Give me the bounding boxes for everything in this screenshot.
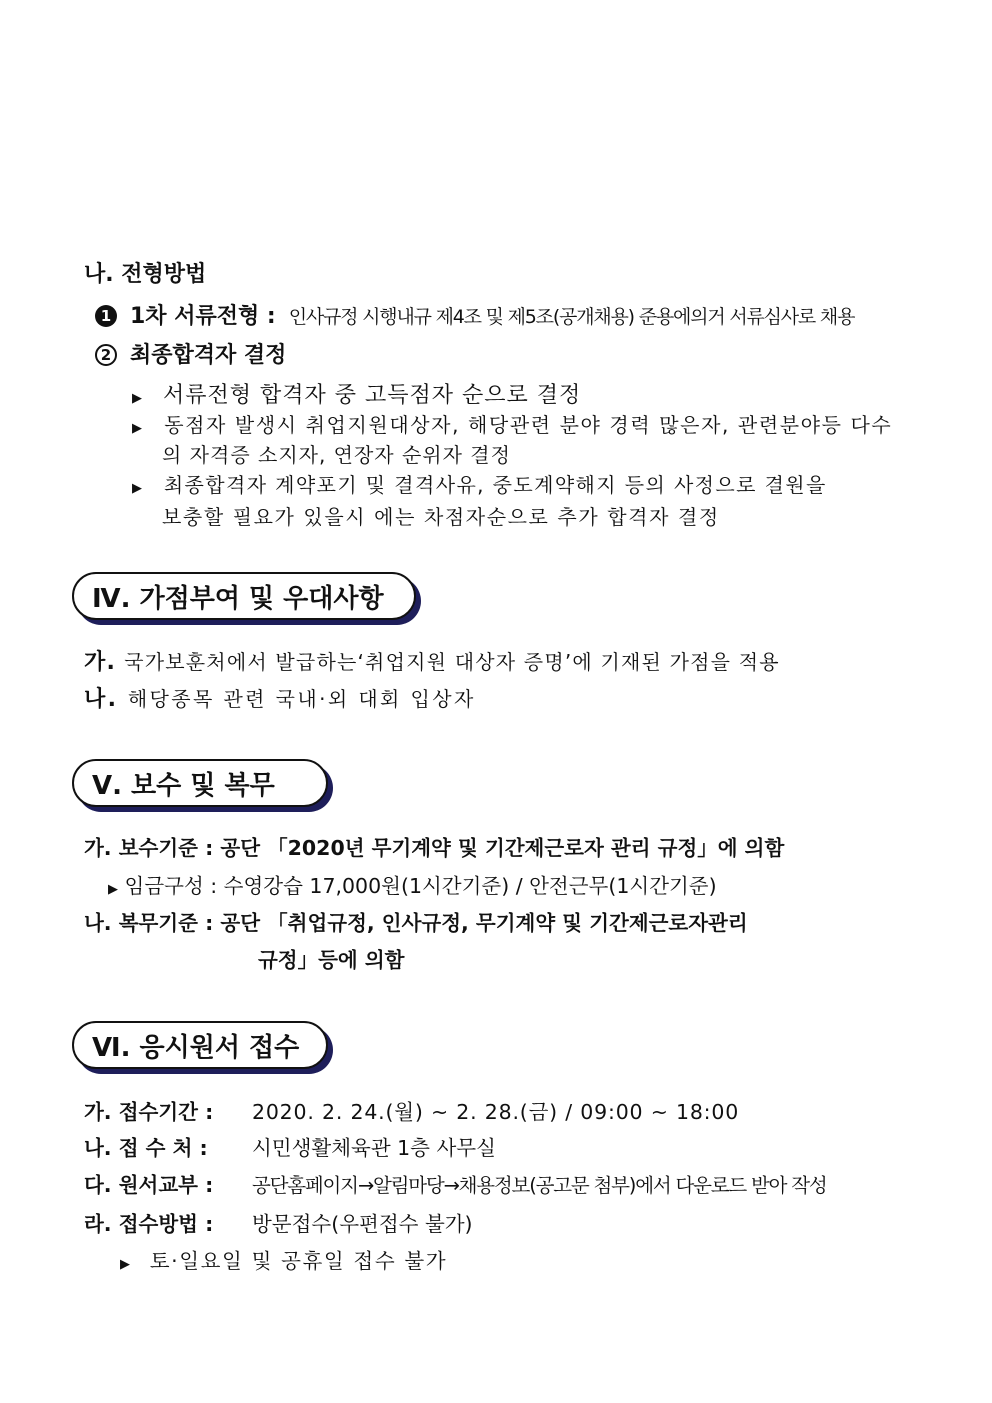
bullet-continuation: 의 자격증 소지자, 연장자 순위자 결정: [162, 443, 511, 467]
section-6-note: ▶ 토·일요일 및 공휴일 접수 불가: [120, 1249, 448, 1273]
section-4-item-na: 나. 해당종목 관련 국내·외 대회 입상자: [84, 687, 476, 712]
section-5-service-standard-cont: 규정」등에 의함: [258, 948, 405, 972]
section-6-row: 다. 원서교부 : 공단홈페이지→알림마당→채용정보(공고문 첨부)에서 다운로드 받아 작성: [84, 1173, 827, 1197]
bullet-item: ▶ 동점자 발생시 취업지원대상자, 해당관련 분야 경력 많은자, 관련분야등 다수: [132, 413, 893, 437]
section-6-title-box: [72, 1021, 328, 1069]
number-1-icon: 1: [95, 305, 117, 327]
triangle-right-icon: ▶: [108, 882, 118, 897]
section-5-title-box: [72, 759, 328, 807]
number-2-icon: 2: [95, 344, 117, 366]
selection-item-2: [95, 338, 286, 369]
section-5-wage-composition: ▶ 임금구성 : 수영강습 17,000원(1시간기준) / 안전근무(1시간기준): [108, 874, 717, 898]
section-5-service-standard: 나. 복무기준 : 공단 「취업규정, 인사규정, 무기계약 및 기간제근로자관리: [84, 911, 748, 935]
section-heading-selection-method: 나. 전형방법: [84, 262, 207, 287]
item-1-text: 인사규정 시행내규 제4조 및 제5조(공개채용) 준용에의거 서류심사로 채용: [288, 306, 855, 328]
section-4-item-ga: 가. 국가보훈처에서 발급하는‘취업지원 대상자 증명’에 기재된 가점을 적용: [84, 650, 780, 675]
bullet-continuation: 보충할 필요가 있을시 에는 차점자순으로 추가 합격자 결정: [162, 505, 720, 529]
section-4-title: Ⅳ. 가점부여 및 우대사항: [92, 584, 384, 614]
item-2-title: 최종합격자 결정: [130, 343, 287, 368]
triangle-right-icon: ▶: [132, 391, 143, 406]
selection-item-1: [95, 299, 854, 330]
bullet-item: ▶ 서류전형 합격자 중 고득점자 순으로 결정: [132, 383, 582, 408]
item-1-title: 1차 서류전형 :: [130, 304, 276, 329]
section-5-title: Ⅴ. 보수 및 복무: [92, 771, 275, 801]
section-5-pay-standard: 가. 보수기준 : 공단 「2020년 무기계약 및 기간제근로자 관리 규정」에 의함: [84, 836, 785, 860]
section-4-title-box: [72, 572, 416, 620]
section-6-row: 나. 접 수 처 : 시민생활체육관 1층 사무실: [84, 1136, 496, 1160]
section-6-row: 라. 접수방법 : 방문접수(우편접수 불가): [84, 1212, 473, 1236]
bullet-item: ▶ 최종합격자 계약포기 및 결격사유, 중도계약해지 등의 사정으로 결원을: [132, 473, 827, 497]
triangle-right-icon: ▶: [132, 421, 144, 436]
section-6-row: 가. 접수기간 : 2020. 2. 24.(월) ~ 2. 28.(금) / 09:00 ~ 18:00: [84, 1100, 740, 1124]
section-6-title: Ⅵ. 응시원서 접수: [92, 1033, 300, 1063]
triangle-right-icon: ▶: [132, 481, 144, 496]
triangle-right-icon: ▶: [120, 1257, 132, 1272]
